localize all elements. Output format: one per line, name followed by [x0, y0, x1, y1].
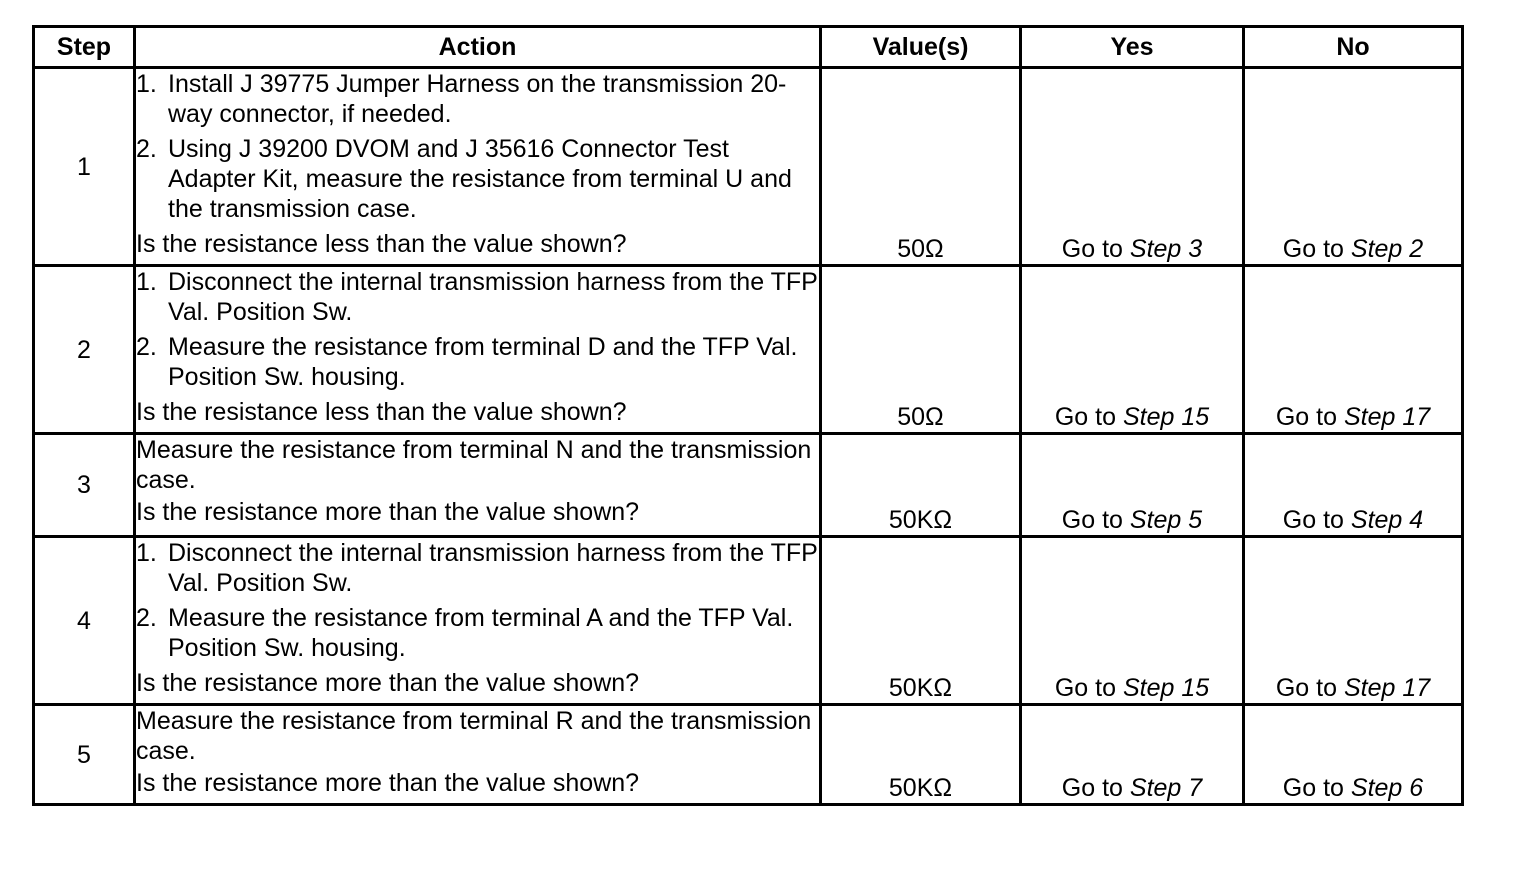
header-row	[34, 27, 1463, 68]
step-number: 5	[34, 705, 135, 805]
no-step: Step 4	[1350, 506, 1424, 534]
action-question: Is the resistance less than the value shown?	[136, 230, 627, 258]
action-item-number: 2.	[136, 604, 157, 632]
action-question: Is the resistance more than the value shown?	[136, 669, 640, 697]
yes-step: Step 3	[1129, 235, 1203, 263]
yes-step: Step 15	[1122, 403, 1210, 431]
action-cell	[135, 434, 821, 537]
step-number: 3	[34, 434, 135, 537]
no-prefix: Go to	[1275, 403, 1337, 431]
action-item-number: 2.	[136, 135, 157, 163]
yes-cell	[1021, 705, 1244, 805]
table-row	[34, 266, 1463, 434]
header-step: Step	[34, 27, 135, 68]
header-yes: Yes	[1021, 27, 1244, 68]
action-item-text: Measure the resistance from terminal D and the TFP Val. Position Sw. housing.	[168, 333, 798, 391]
value-cell: 50Ω	[821, 68, 1021, 266]
yes-step: Step 5	[1129, 506, 1203, 534]
no-step: Step 17	[1343, 403, 1431, 431]
yes-step: Step 7	[1129, 774, 1203, 802]
action-item-text: Measure the resistance from terminal A and the TFP Val. Position Sw. housing.	[168, 604, 794, 662]
yes-cell	[1021, 537, 1244, 705]
action-item	[136, 134, 819, 224]
action-item	[136, 332, 819, 392]
no-cell	[1244, 68, 1463, 266]
action-item-text: Using J 39200 DVOM and J 35616 Connector Test Adapter Kit, measure the resistance from terminal U and the transmission case.	[168, 135, 792, 223]
action-intro: Measure the resistance from terminal R and the transmission case.	[136, 707, 812, 765]
action-item-number: 2.	[136, 333, 157, 361]
no-step: Step 2	[1350, 235, 1424, 263]
action-item-text: Disconnect the internal transmission harness from the TFP Val. Position Sw.	[168, 539, 818, 597]
table-row	[34, 537, 1463, 705]
action-item	[136, 69, 819, 129]
step-number: 1	[34, 68, 135, 266]
yes-prefix: Go to	[1061, 774, 1123, 802]
action-item-number: 1.	[136, 268, 157, 296]
action-cell	[135, 68, 821, 266]
step-number: 2	[34, 266, 135, 434]
yes-prefix: Go to	[1054, 403, 1116, 431]
action-item	[136, 267, 819, 327]
step-number: 4	[34, 537, 135, 705]
no-cell	[1244, 266, 1463, 434]
yes-step: Step 15	[1122, 674, 1210, 702]
action-item	[136, 538, 819, 598]
action-item	[136, 603, 819, 663]
table-row	[34, 68, 1463, 266]
no-prefix: Go to	[1282, 235, 1344, 263]
action-item-number: 1.	[136, 539, 157, 567]
action-cell	[135, 705, 821, 805]
no-prefix: Go to	[1282, 506, 1344, 534]
action-question: Is the resistance less than the value shown?	[136, 398, 627, 426]
action-cell	[135, 266, 821, 434]
value-cell: 50Ω	[821, 266, 1021, 434]
no-step: Step 6	[1350, 774, 1424, 802]
yes-prefix: Go to	[1061, 235, 1123, 263]
action-item-text: Disconnect the internal transmission harness from the TFP Val. Position Sw.	[168, 268, 818, 326]
value-cell: 50KΩ	[821, 434, 1021, 537]
table-row	[34, 705, 1463, 805]
action-item-text: Install J 39775 Jumper Harness on the transmission 20-way connector, if needed.	[168, 70, 787, 128]
yes-cell	[1021, 434, 1244, 537]
no-cell	[1244, 705, 1463, 805]
action-question: Is the resistance more than the value shown?	[136, 769, 640, 797]
header-action: Action	[135, 27, 821, 68]
action-item-number: 1.	[136, 70, 157, 98]
yes-prefix: Go to	[1054, 674, 1116, 702]
header-values: Value(s)	[821, 27, 1021, 68]
yes-prefix: Go to	[1061, 506, 1123, 534]
action-intro: Measure the resistance from terminal N and the transmission case.	[136, 436, 812, 494]
action-question: Is the resistance more than the value shown?	[136, 498, 640, 526]
table-row	[34, 434, 1463, 537]
value-cell: 50KΩ	[821, 705, 1021, 805]
no-prefix: Go to	[1282, 774, 1344, 802]
diagnostic-table	[32, 25, 1464, 806]
no-cell	[1244, 537, 1463, 705]
value-cell: 50KΩ	[821, 537, 1021, 705]
no-step: Step 17	[1343, 674, 1431, 702]
action-cell	[135, 537, 821, 705]
yes-cell	[1021, 266, 1244, 434]
yes-cell	[1021, 68, 1244, 266]
no-cell	[1244, 434, 1463, 537]
no-prefix: Go to	[1275, 674, 1337, 702]
header-no: No	[1244, 27, 1463, 68]
